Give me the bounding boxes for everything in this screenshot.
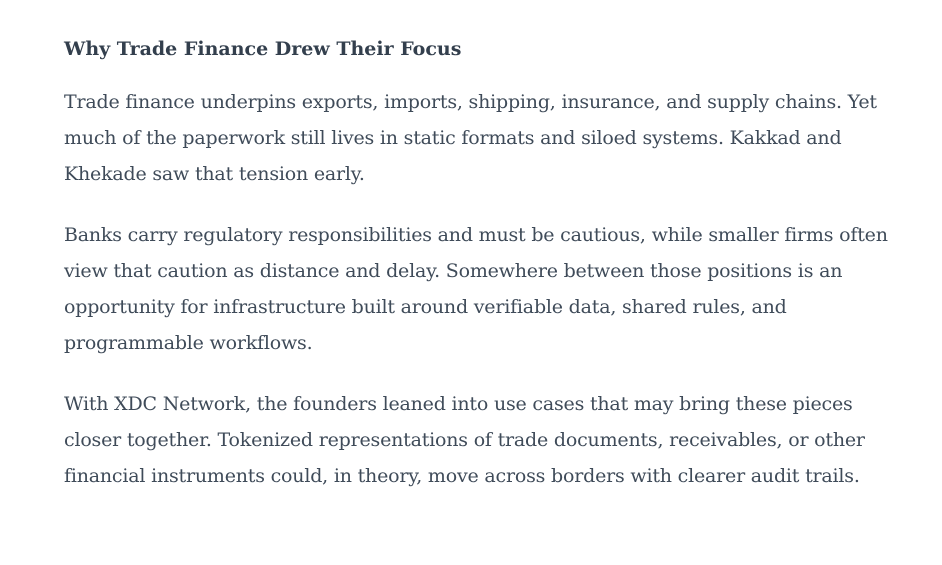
paragraph-xdc-network: With XDC Network, the founders leaned into use cases that may bring these pieces closer together. Tokenized representations of trade documents, receivables, or other financial instruments could, in theory, move across borders with clearer audit trails. xyxy=(64,393,865,487)
paragraph-banks-caution: Banks carry regulatory responsibilities and must be cautious, while smaller firms often view that caution as distance and delay. Somewhere between those positions is an opportunity for infrastructure built around verifiable data, shared rules, and programmable workflows. xyxy=(64,224,888,354)
paragraph-trade-finance: Trade finance underpins exports, imports, shipping, insurance, and supply chains. Yet much of the paperwork still lives in static formats and siloed systems. Kakkad and Khekade saw that tension early. xyxy=(64,91,877,185)
section-heading: Why Trade Finance Drew Their Focus xyxy=(64,38,462,60)
article-section xyxy=(64,34,894,519)
